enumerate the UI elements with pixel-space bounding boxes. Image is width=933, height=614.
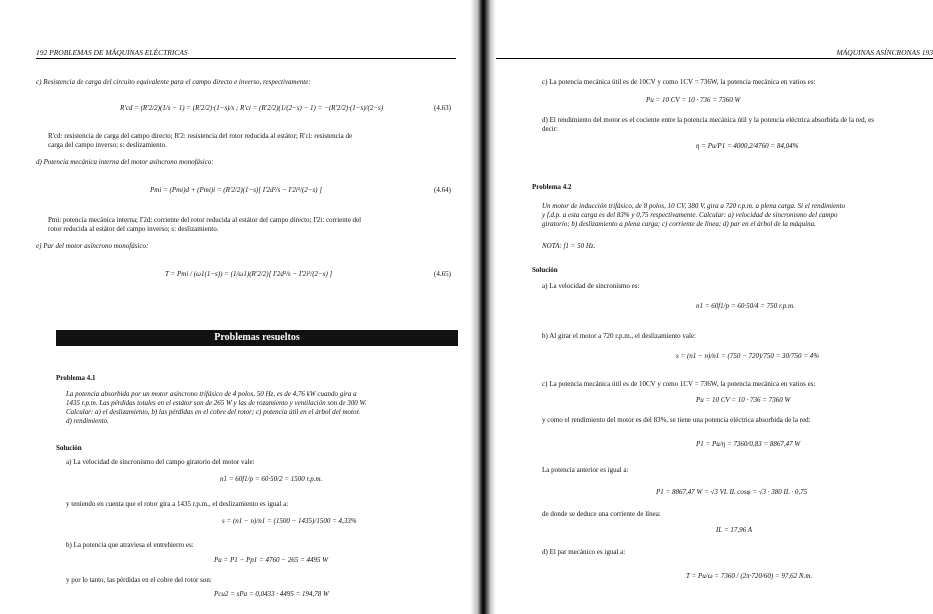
- equation-number-4-64: (4.64): [434, 186, 451, 194]
- d-description-line-2: rotor reducida al estátor del campo inverso; s: deslizamiento.: [48, 225, 219, 233]
- d-intro-line-2: decir:: [542, 125, 558, 133]
- equation-p1: P1 = Pu/η = 7360/0,83 = 8867,47 W: [696, 440, 801, 448]
- problem-4-1-line-2: 1435 r.p.m. Las pérdidas totales en el estátor son de 265 W y las de rozamiento y ventilación son de 300 W.: [66, 399, 367, 407]
- equation-pa: Pa = P1 − Pp1 = 4760 − 265 = 4495 W: [214, 556, 329, 564]
- problem-4-2-line-3: giratorio; b) deslizamiento a plena carga; c) corriente de línea; d) par en el árbol de la máquina.: [542, 220, 816, 228]
- d-description-line-1: Pmi: potencia mecánica interna; I'2d: corriente del rotor reducida al estátor del campo directo; I'2i: corriente del: [48, 216, 362, 224]
- problem-4-1-line-3: Calcular: a) el deslizamiento, b) las pérdidas en el cobre del rotor; c) potencia útil en el árbol del motor.: [66, 408, 361, 416]
- b-intro: b) La potencia que atraviesa el entrehierro es:: [66, 541, 194, 549]
- a-intro-right: a) La velocidad de sincronismo es:: [542, 282, 640, 290]
- right-page: [496, 0, 933, 614]
- problem-4-2-line-2: y f.d.p. a esta carga es del 83% y 0,75 respectivamente. Calcular: a) velocidad de sincronismo del campo: [542, 211, 838, 219]
- section-banner: Problemas resueltos: [56, 330, 458, 346]
- a-then: y teniendo en cuenta que el rotor gira a 1435 r.p.m., el deslizamiento es igual a:: [66, 500, 289, 508]
- equation-number-4-65: (4.65): [434, 270, 451, 278]
- equation-4-65: T = Pmi / (ω1(1−s)) = (1/ω1)(R'2/2)[ I'2d²/s − I'2i²/(2−s) ]: [165, 270, 333, 278]
- equation-slip: s = (n1 − n)/n1 = (1500 − 1435)/1500 = 4,33%: [222, 517, 357, 525]
- b-intro-right: b) Al girar el motor a 720 r.p.m., el deslizamiento vale:: [542, 332, 696, 340]
- equation-number-4-63: (4.63): [434, 104, 451, 112]
- e-intro: e) Par del motor asíncrono monofásico:: [36, 242, 149, 250]
- equation-torque: T = Pu/ω = 7360 / (2π·720/60) = 97,62 N.m.: [686, 572, 813, 580]
- c-intro-power: c) La potencia mecánica útil es de 10CV y como 1CV = 736W, la potencia mecánica en vatios es:: [542, 380, 816, 388]
- c-description-line-2: carga del campo inverso; s: deslizamiento.: [48, 141, 167, 149]
- book-gutter: [470, 0, 496, 614]
- c-intro-right: c) La potencia mecánica útil es de 10CV y como 1CV = 736W, la potencia mecánica en vatios es:: [542, 78, 816, 86]
- c-previous-power: La potencia anterior es igual a:: [542, 466, 629, 474]
- d-intro-line-1: d) El rendimiento del motor es el cociente entre la potencia mecánica útil y la potencia eléctrica absorbida de la red, es: [542, 116, 874, 124]
- equation-4-64: Pmi = (Pmi)d + (Pmi)i = (R'2/2)(1−s)[ I'2d²/s − I'2i²/(2−s) ]: [150, 186, 322, 194]
- equation-pu-right: Pu = 10 CV = 10 · 736 = 7360 W: [696, 396, 791, 404]
- a-intro: a) La velocidad de sincronismo del campo giratorio del motor vale:: [66, 458, 255, 466]
- left-running-header: 192 PROBLEMAS DE MÁQUINAS ELÉCTRICAS: [36, 48, 456, 59]
- problem-4-2-line-1: Un motor de inducción trifásico, de 8 polos, 10 CV, 380 V, gira a 720 r.p.m. a plena carga. Si el rendimiento: [542, 202, 846, 210]
- c-intro: c) Resistencia de carga del circuito equivalente para el campo directo e inverso, respectivamente:: [36, 78, 311, 86]
- solution-heading: Solución: [56, 444, 82, 452]
- problem-4-1-line-4: d) rendimiento.: [66, 417, 109, 425]
- equation-n1-right: n1 = 60f1/p = 60·50/4 = 750 r.p.m.: [696, 302, 795, 310]
- d-intro: d) Potencia mecánica interna del motor asíncrono monofásico:: [36, 158, 214, 166]
- problem-4-2-title: Problema 4.2: [532, 183, 572, 191]
- equation-n1: n1 = 60f1/p = 60·50/2 = 1500 r.p.m.: [220, 475, 323, 483]
- equation-p1-line: P1 = 8867,47 W = √3 VL IL cosφ = √3 · 380 IL · 0,75: [656, 488, 808, 496]
- c-deduce: de donde se deduce una corriente de línea:: [542, 510, 661, 518]
- equation-pcu2: Pcu2 = sPa = 0,0433 · 4495 = 194,78 W: [214, 590, 329, 598]
- d-intro-torque: d) El par mecánico es igual a:: [542, 548, 626, 556]
- problem-4-1-title: Problema 4.1: [56, 374, 96, 382]
- problem-4-1-line-1: La potencia absorbida por un motor asíncrono trifásico de 4 polos, 50 Hz, es de 4,76 kW cuando gira a: [66, 390, 357, 398]
- equation-line-current: IL = 17,96 A: [716, 526, 752, 534]
- note-frequency: NOTA: f1 = 50 Hz.: [542, 242, 596, 250]
- solution-heading-right: Solución: [532, 266, 558, 274]
- right-running-header: MÁQUINAS ASÍNCRONAS 193: [496, 48, 933, 59]
- equation-pu: Pu = 10 CV = 10 · 736 = 7360 W: [646, 96, 741, 104]
- c-description-line-1: R'cd: resistencia de carga del campo directo; R'2: resistencia del rotor reducida al estátor; R'ci: resistencia de: [48, 132, 353, 140]
- equation-efficiency: η = Pu/P1 = 4000,2/4760 = 84,04%: [696, 142, 799, 150]
- equation-slip-right: s = (n1 − n)/n1 = (750 − 720)/750 = 30/750 = 4%: [676, 352, 820, 360]
- c-then: y como el rendimiento del motor es del 83%, se tiene una potencia eléctrica absorbida de la red:: [542, 416, 811, 424]
- b-then: y por lo tanto, las pérdidas en el cobre del rotor son:: [66, 576, 212, 584]
- equation-4-63: R'cd = (R'2/2)(1/s − 1) = (R'2/2)·(1−s)/s ; R'ci = (R'2/2)(1/(2−s) − 1) = −(R'2/2)·(1−s)/(2−s): [120, 104, 384, 112]
